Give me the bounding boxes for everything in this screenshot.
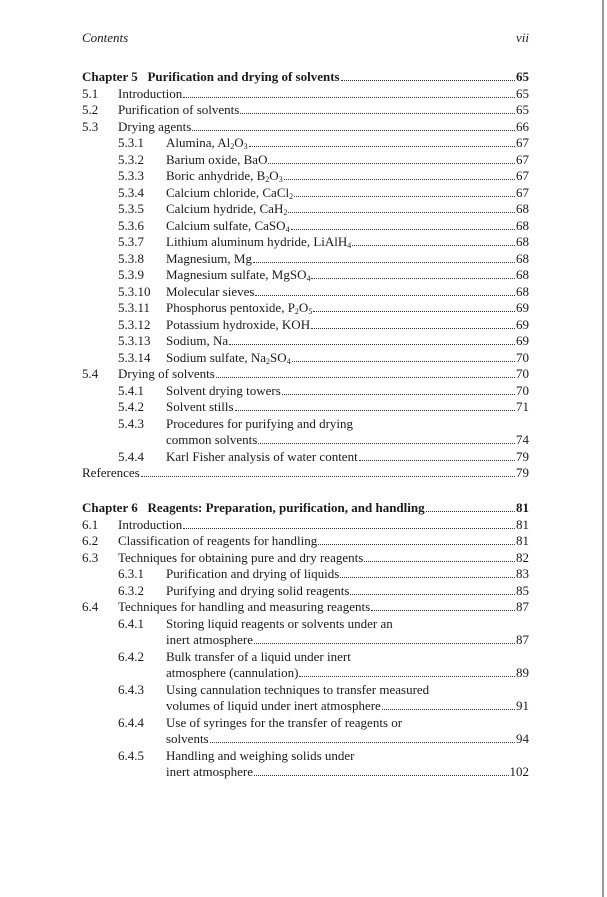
- dot-leader: [192, 130, 515, 131]
- page-number: 68: [516, 234, 529, 249]
- subsection-title-cont: common solvents: [166, 432, 258, 447]
- section-number: 6.3: [82, 549, 99, 565]
- toc-chapter-5: [82, 69, 529, 482]
- subsection-number: 5.4.4: [118, 448, 144, 464]
- toc-entry-continued: [82, 698, 529, 715]
- dot-leader: [341, 80, 515, 81]
- page-number: 70: [516, 366, 529, 381]
- page-number: 87: [516, 632, 529, 647]
- toc-chapter-heading: [82, 69, 529, 86]
- dot-leader: [371, 610, 515, 611]
- subsection-number: 6.3.1: [118, 566, 144, 581]
- subsection-number: 5.3.14: [118, 349, 151, 365]
- toc-entry: [82, 201, 529, 218]
- subsection-title: Procedures for purifying and drying: [166, 415, 354, 431]
- subsection-number: 6.4.3: [118, 681, 144, 697]
- section-title: Introduction: [118, 516, 183, 532]
- section-number: 5.1: [82, 85, 99, 101]
- dot-leader: [340, 577, 515, 578]
- dot-leader: [294, 196, 515, 197]
- page-number: 68: [516, 217, 529, 233]
- subsection-number: 5.3.10: [118, 283, 151, 299]
- section-title: Purification of solvents: [118, 102, 240, 117]
- toc-entry: [82, 533, 529, 550]
- page-number: 85: [516, 582, 529, 598]
- page-number: 65: [516, 69, 529, 84]
- subsection-title-cont: atmosphere (cannulation): [166, 665, 299, 680]
- dot-leader: [311, 328, 515, 329]
- subsection-title: Alumina, $Al_2O_3$: [166, 135, 248, 151]
- dot-leader: [318, 544, 515, 545]
- section-title: Introduction: [118, 85, 183, 101]
- subsection-number: 5.4.1: [118, 382, 144, 398]
- subsection-number: 6.4.1: [118, 615, 144, 631]
- dot-leader: [255, 295, 515, 296]
- page-number: 68: [516, 267, 529, 282]
- subsection-number: 5.3.6: [118, 217, 144, 233]
- subsection-number: 5.3.1: [118, 135, 144, 150]
- page-number: 79: [516, 448, 529, 464]
- dot-leader: [240, 113, 515, 114]
- toc-entry: [82, 185, 529, 202]
- dot-leader: [284, 179, 515, 180]
- toc-entry: [82, 649, 529, 666]
- subsection-title: Use of syringes for the transfer of reagents or: [166, 714, 403, 730]
- subsection-title-cont: solvents: [166, 731, 209, 746]
- subsection-title: Calcium hydride, CaH$_2$: [166, 201, 288, 217]
- section-title: Drying agents: [118, 118, 192, 134]
- page-number: 65: [516, 102, 529, 117]
- toc-entry-continued: [82, 632, 529, 649]
- dot-leader: [352, 245, 515, 246]
- dot-leader: [311, 278, 515, 279]
- subsection-number: 5.3.4: [118, 184, 144, 200]
- page-number: 81: [516, 533, 529, 548]
- page-number: 79: [516, 465, 529, 480]
- subsection-number: 5.3.13: [118, 333, 151, 348]
- toc-chapter-6: [82, 500, 529, 781]
- subsection-title: Karl Fisher analysis of water content: [166, 448, 358, 464]
- subsection-number: 5.3.2: [118, 151, 144, 167]
- dot-leader: [183, 528, 515, 529]
- dot-leader: [141, 476, 515, 477]
- toc-entry: [82, 267, 529, 284]
- subsection-title-cont: inert atmosphere: [166, 764, 253, 779]
- page-number: 82: [516, 549, 529, 565]
- section-number: 6.2: [82, 533, 99, 548]
- toc-entry-continued: [82, 764, 529, 781]
- dot-leader: [183, 97, 515, 98]
- subsection-title: Magnesium, Mg: [166, 250, 252, 266]
- dot-leader: [382, 709, 515, 710]
- page-number: 69: [516, 333, 529, 348]
- subsection-title: Purifying and drying solid reagents: [166, 582, 350, 598]
- toc-entry: [82, 350, 529, 367]
- toc-entry: [82, 416, 529, 433]
- toc-entry: [82, 135, 529, 152]
- page-number: 74: [516, 432, 529, 447]
- toc-chapter-heading: [82, 500, 529, 517]
- section-number: 5.2: [82, 102, 99, 117]
- dot-leader: [268, 163, 515, 164]
- subsection-title: Storing liquid reagents or solvents under an: [166, 615, 393, 631]
- toc-entry: [82, 366, 529, 383]
- toc-entry: [82, 152, 529, 169]
- chapter-number: Chapter 6: [82, 500, 138, 515]
- page-number: 67: [516, 151, 529, 167]
- subsection-number: 5.3.11: [118, 300, 151, 315]
- section-number: 5.4: [82, 366, 99, 381]
- subsection-title: Sodium, Na: [166, 333, 229, 348]
- subsection-title: Purification and drying of liquids: [166, 566, 340, 581]
- dot-leader: [299, 676, 515, 677]
- subsection-number: 6.4.2: [118, 648, 144, 664]
- dot-leader: [292, 361, 515, 362]
- toc-entry: [82, 682, 529, 699]
- page-number: 81: [516, 500, 529, 515]
- subsection-title: Barium oxide, BaO: [166, 151, 268, 167]
- chapter-number: Chapter 5: [82, 69, 138, 84]
- toc-entry: [82, 102, 529, 119]
- page-number: 69: [516, 316, 529, 332]
- toc-entry: [82, 284, 529, 301]
- subsection-number: 5.3.3: [118, 168, 144, 183]
- toc-entry: [82, 566, 529, 583]
- subsection-title: Molecular sieves: [166, 283, 255, 299]
- subsection-title: Potassium hydroxide, KOH: [166, 316, 311, 332]
- page-number: 71: [516, 399, 529, 414]
- page-number: 87: [516, 599, 529, 614]
- page-number: 67: [516, 135, 529, 150]
- section-title: Drying of solvents: [118, 366, 215, 381]
- dot-leader: [258, 443, 515, 444]
- section-number: 6.4: [82, 599, 99, 614]
- dot-leader: [254, 643, 515, 644]
- subsection-title: Using cannulation techniques to transfer measured: [166, 681, 430, 697]
- running-header: [82, 30, 529, 46]
- subsection-title: Phosphorus pentoxide, $P_2O_5$: [166, 300, 313, 316]
- page-number: 102: [509, 764, 529, 779]
- page-number: 65: [516, 85, 529, 101]
- subsection-title-cont: inert atmosphere: [166, 632, 253, 647]
- toc-entry: [82, 616, 529, 633]
- toc-entry: [82, 218, 529, 235]
- toc-entry: [82, 119, 529, 136]
- page-number: 68: [516, 250, 529, 266]
- dot-leader: [254, 775, 509, 776]
- header-section-title: Contents: [82, 30, 129, 45]
- dot-leader: [229, 344, 515, 345]
- dot-leader: [364, 561, 515, 562]
- subsection-title: Lithium aluminum hydride, LiAlH$_4$: [166, 234, 352, 250]
- toc-entry: [82, 86, 529, 103]
- subsection-title: Solvent stills: [166, 399, 234, 414]
- header-page-number: vii: [516, 30, 529, 45]
- subsection-title: Calcium chloride, CaCl$_2$: [166, 184, 294, 201]
- toc-entry: [82, 748, 529, 765]
- toc-entry: [82, 234, 529, 251]
- subsection-number: 5.3.9: [118, 267, 144, 282]
- page-number: 83: [516, 566, 529, 581]
- subsection-title: Boric anhydride, $B_2O_3$: [166, 168, 283, 184]
- dot-leader: [288, 212, 515, 213]
- toc-entry-continued: [82, 432, 529, 449]
- page-number: 68: [516, 283, 529, 299]
- dot-leader: [426, 511, 515, 512]
- dot-leader: [282, 394, 515, 395]
- section-title: Techniques for obtaining pure and dry reagents: [118, 549, 364, 565]
- subsection-number: 5.4.3: [118, 415, 144, 431]
- page-number: 81: [516, 516, 529, 532]
- subsection-number: 6.3.2: [118, 582, 144, 598]
- dot-leader: [235, 410, 515, 411]
- toc-entry: [82, 168, 529, 185]
- dot-leader: [291, 229, 515, 230]
- toc-entry-continued: [82, 665, 529, 682]
- section-title: Techniques for handling and measuring reagents: [118, 599, 371, 614]
- subsection-title: Sodium sulfate, $Na_2SO_4$: [166, 349, 291, 366]
- subsection-number: 5.3.5: [118, 201, 144, 216]
- subsection-number: 5.3.12: [118, 316, 151, 332]
- toc-entry: [82, 317, 529, 334]
- dot-leader: [253, 262, 515, 263]
- page-number: 89: [516, 665, 529, 680]
- subsection-number: 5.3.7: [118, 234, 144, 249]
- dot-leader: [359, 460, 515, 461]
- toc-entry-continued: [82, 731, 529, 748]
- section-number: 6.1: [82, 516, 99, 532]
- toc-entry: [82, 599, 529, 616]
- page-number: 69: [516, 300, 529, 315]
- toc-entry: [82, 300, 529, 317]
- toc-entry: [82, 449, 529, 466]
- page-number: 67: [516, 184, 529, 200]
- page-number: 94: [516, 731, 529, 746]
- subsection-title: Handling and weighing solids under: [166, 747, 355, 763]
- toc-entry: [82, 399, 529, 416]
- toc-entry: [82, 333, 529, 350]
- dot-leader: [249, 146, 515, 147]
- page-number: 66: [516, 118, 529, 134]
- chapter-title: Purification and drying of solvents: [147, 69, 340, 84]
- toc-entry: [82, 465, 529, 482]
- page-number: 68: [516, 201, 529, 216]
- toc-entry: [82, 715, 529, 732]
- subsection-title: Solvent drying towers: [166, 382, 281, 398]
- toc-entry: [82, 550, 529, 567]
- subsection-number: 6.4.5: [118, 747, 144, 763]
- subsection-title: Bulk transfer of a liquid under inert: [166, 648, 351, 664]
- dot-leader: [216, 377, 515, 378]
- subsection-number: 5.4.2: [118, 399, 144, 414]
- toc-entry: [82, 583, 529, 600]
- dot-leader: [210, 742, 515, 743]
- dot-leader: [350, 594, 515, 595]
- chapter-title: Reagents: Preparation, purification, and handling: [147, 500, 425, 515]
- toc-entry: [82, 383, 529, 400]
- subsection-title: Magnesium sulfate, MgSO$_4$: [166, 267, 311, 283]
- page-number: 70: [516, 349, 529, 365]
- toc-entry: [82, 251, 529, 268]
- subsection-number: 6.4.4: [118, 714, 144, 730]
- page-number: 70: [516, 382, 529, 398]
- subsection-number: 5.3.8: [118, 250, 144, 266]
- section-title: Classification of reagents for handling: [118, 533, 318, 548]
- subsection-title-cont: volumes of liquid under inert atmosphere: [166, 698, 381, 713]
- toc-entry: [82, 517, 529, 534]
- dot-leader: [313, 311, 515, 312]
- section-number: 5.3: [82, 118, 99, 134]
- page-number: 67: [516, 168, 529, 183]
- subsection-title: Calcium sulfate, CaSO$_4$: [166, 217, 290, 234]
- page-number: 91: [516, 698, 529, 713]
- references-title: References: [82, 465, 140, 480]
